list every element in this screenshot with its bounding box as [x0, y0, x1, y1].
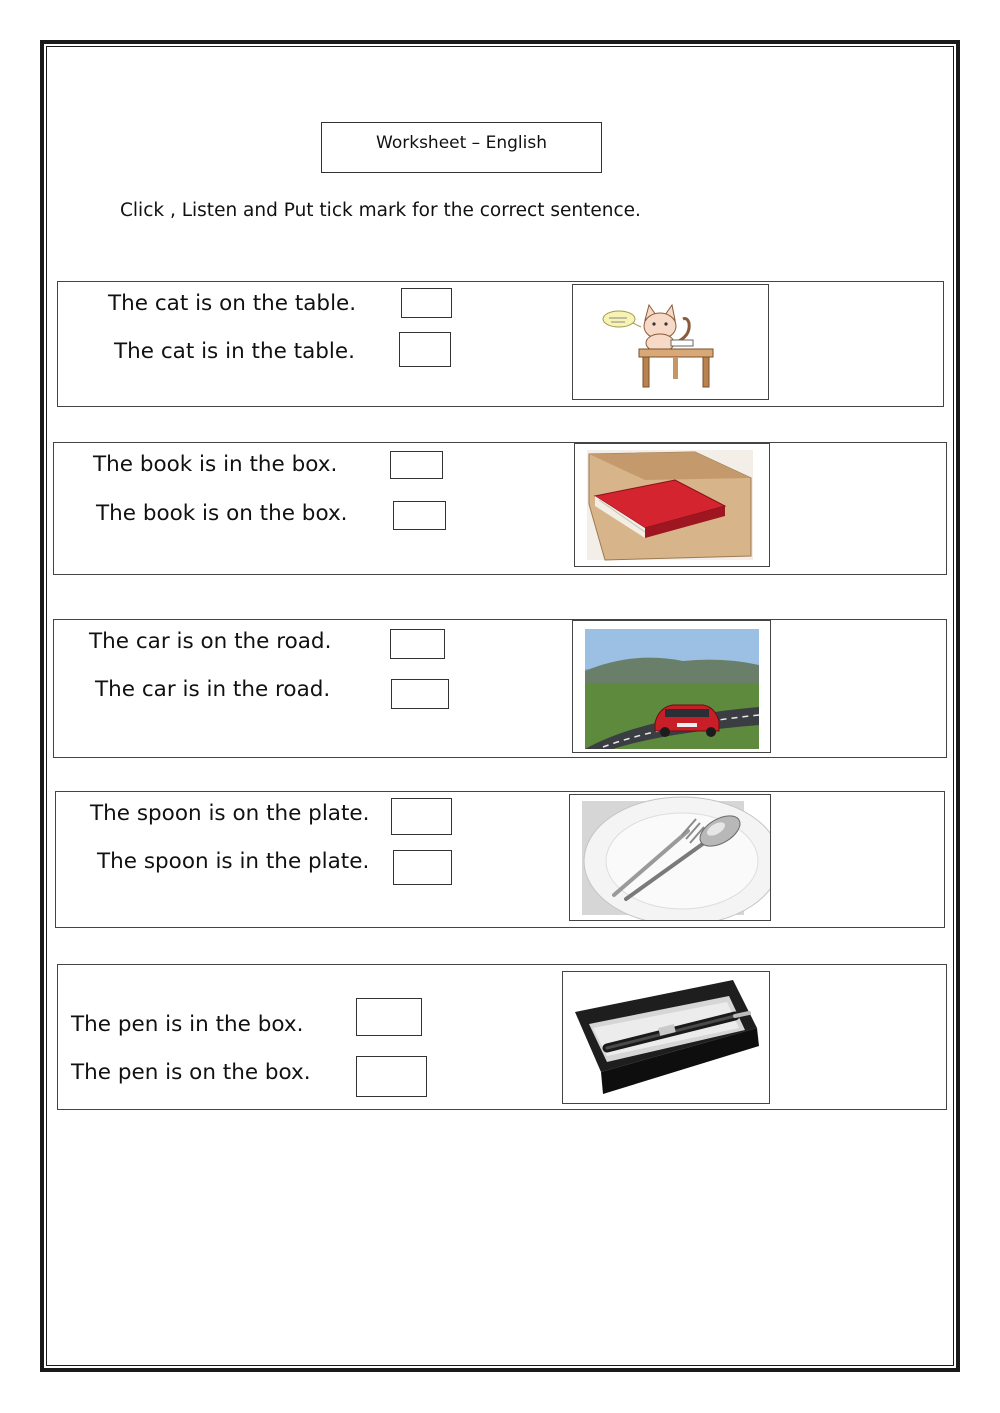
pen-in-box-picture[interactable]	[562, 971, 770, 1104]
question-5-option-1: The pen is in the box.	[71, 1012, 304, 1037]
question-5-option-1-checkbox[interactable]	[356, 998, 422, 1036]
question-3-option-1-checkbox[interactable]	[390, 629, 445, 659]
question-1-option-2: The cat is in the table.	[114, 339, 355, 364]
question-4-option-2: The spoon is in the plate.	[97, 849, 370, 874]
question-5-option-2-checkbox[interactable]	[356, 1056, 427, 1097]
worksheet-title-box	[321, 122, 602, 173]
worksheet-title: Worksheet – English	[376, 132, 547, 153]
question-5	[57, 964, 947, 1110]
question-2-option-2-checkbox[interactable]	[393, 501, 446, 530]
question-1-option-1-checkbox[interactable]	[401, 288, 452, 318]
question-1-option-1: The cat is on the table.	[108, 291, 357, 316]
book-in-box-picture[interactable]	[574, 443, 770, 567]
question-1-option-2-checkbox[interactable]	[399, 332, 451, 367]
question-3-option-2-checkbox[interactable]	[391, 679, 449, 709]
spoon-on-plate-picture[interactable]	[569, 794, 771, 921]
question-4-option-1: The spoon is on the plate.	[90, 801, 370, 826]
question-2-option-2: The book is on the box.	[96, 501, 348, 526]
car-on-road-picture[interactable]	[572, 620, 771, 753]
instruction-text: Click , Listen and Put tick mark for the correct sentence.	[120, 200, 641, 221]
question-3-option-1: The car is on the road.	[89, 629, 332, 654]
question-5-option-2: The pen is on the box.	[71, 1060, 311, 1085]
question-4-option-2-checkbox[interactable]	[393, 850, 452, 885]
question-3-option-2: The car is in the road.	[95, 677, 331, 702]
cat-on-table-picture[interactable]	[572, 284, 769, 400]
question-2-option-1-checkbox[interactable]	[390, 451, 443, 479]
question-2-option-1: The book is in the box.	[93, 452, 338, 477]
question-4-option-1-checkbox[interactable]	[391, 798, 452, 835]
